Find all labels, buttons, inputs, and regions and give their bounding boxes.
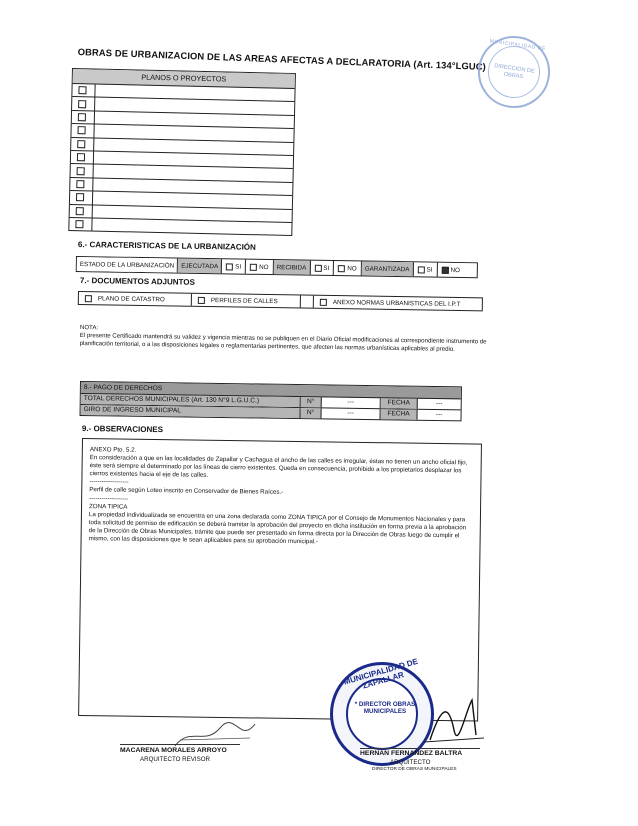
nota-text: El presente Certificado mantendrá su validez y vigencia mientras no se publiquen en el Diario Oficial modificaciones al correspondiente instrumento de planificación territorial, o a las disposiciones legales o reglamentarias pertinentes, que afecten las normas urbanísticas aplicables al predio. <box>79 332 487 354</box>
checkbox[interactable] <box>77 127 85 135</box>
checkbox[interactable] <box>75 220 83 228</box>
option-label: NO <box>450 266 460 274</box>
observacion-paragraph: La propiedad individualizada se encuentra en una zona declarada como ZONA TIPICA por el Consejo de Monumentos Nacionales y para toda solicitud de permiso de edificación se deberá tramitar la aprobación del proyecto en dicha institución en forma previa a la aprobación de la Dirección de Obras Municipales, trámite que puede ser presentado en forma directa por la Dirección de Obras luego de cumplir el mismo, con las disposiciones que le sean aplicables para su aprobación municipal.- <box>88 510 467 546</box>
documentos-row <box>78 291 483 311</box>
doc-gap <box>301 296 314 308</box>
numero-value: --- <box>322 397 381 408</box>
stamp-ring-text: MUNICIPALIDAD DE ZAPALLAR <box>342 656 419 691</box>
checkbox[interactable] <box>78 113 86 121</box>
municipal-stamp-top <box>473 31 554 112</box>
zona-tipica-title: ZONA TIPICA <box>88 502 128 511</box>
garantizada-label: GARANTIZADA <box>362 261 414 276</box>
nota-block <box>80 324 490 355</box>
planos-header: PLANOS O PROYECTOS <box>73 69 295 89</box>
checkbox[interactable] <box>77 153 85 161</box>
numero-value: --- <box>322 408 381 419</box>
option-label: NO <box>347 264 357 272</box>
checkbox[interactable] <box>76 193 84 201</box>
section-9-heading: 9.- OBSERVACIONES <box>81 424 164 435</box>
ejecutada-si[interactable] <box>222 259 246 273</box>
fecha-value: --- <box>435 410 443 419</box>
estado-row <box>76 256 478 278</box>
option-label: SI <box>426 266 433 274</box>
document-title: OBRAS DE URBANIZACION DE LAS AREAS AFECTAS A DECLARATORIA (Art. 134°LGUC) <box>77 46 487 72</box>
checkbox[interactable] <box>76 207 84 215</box>
checkbox-checked[interactable] <box>441 266 448 273</box>
fecha-label: FECHA <box>380 409 417 420</box>
checkbox[interactable] <box>78 100 86 108</box>
garantizada-si[interactable] <box>413 262 437 276</box>
option-label: NO <box>259 263 269 271</box>
doc-label: PLANO DE CATASTRO <box>97 294 165 303</box>
observaciones-box <box>78 438 482 722</box>
checkbox[interactable] <box>77 140 85 148</box>
fecha-label: FECHA <box>381 398 418 409</box>
separator: ------------------- <box>89 494 129 503</box>
signature-line-right <box>360 748 480 749</box>
checkbox[interactable] <box>76 180 84 188</box>
ejecutada-label: EJECUTADA <box>178 259 222 274</box>
doc-label: PERFILES DE CALLES <box>210 296 278 305</box>
numero-label: N° <box>301 397 322 407</box>
stamp-ring-text: MUNICIPALIDAD DE <box>489 38 547 53</box>
signer-right-title: ARQUITECTO <box>390 759 431 766</box>
doc-perfiles-calles[interactable] <box>192 294 301 308</box>
signature-line-left <box>120 744 240 745</box>
checkbox[interactable] <box>85 295 92 302</box>
checkbox[interactable] <box>198 296 205 303</box>
estado-label: ESTADO DE LA URBANIZACIÓN <box>77 257 179 273</box>
recibida-no[interactable] <box>334 261 362 275</box>
doc-anexo-normas[interactable] <box>314 296 482 311</box>
observacion-paragraph: En consideración a que en las localidades de Zapallar y Cachagua el ancho de las calles es irregular, éstas no tienen un ancho oficial fijo, éste será siempre el determinado por las líneas de cierro existentes. Queda en consecuencia, prohibido a los propietarios desplazar los cierros existentes hacia el eje de las calles. <box>89 454 468 480</box>
checkbox[interactable] <box>77 167 85 175</box>
option-label: SI <box>323 264 330 272</box>
section-7-heading: 7.- DOCUMENTOS ADJUNTOS <box>79 276 195 287</box>
checkbox[interactable] <box>320 298 327 305</box>
recibida-si[interactable] <box>310 261 334 275</box>
observacion-paragraph: Perfil de calle según Loteo inscrito en Conservador de Bienes Raíces.- <box>89 486 284 497</box>
signer-left-title: ARQUITECTO REVISOR <box>140 756 211 763</box>
signature-scribble-right <box>420 690 490 750</box>
stamp-center-text: DIRECCION DE OBRAS <box>493 63 535 80</box>
signer-right-subtitle: DIRECTOR DE OBRAS MUNICIPALES <box>372 767 457 772</box>
checkbox[interactable] <box>226 263 233 270</box>
doc-plano-catastro[interactable] <box>79 292 192 306</box>
section-6-heading: 6.- CARACTERISTICAS DE LA URBANIZACIÓN <box>77 240 256 252</box>
checkbox[interactable] <box>338 265 345 272</box>
checkbox[interactable] <box>417 266 424 273</box>
numero-label: N° <box>301 408 322 418</box>
signer-left-name: MACARENA MORALES ARROYO <box>120 747 227 754</box>
checkbox[interactable] <box>78 86 86 94</box>
pago-row-label: GIRO DE INGRESO MUNICIPAL <box>81 405 301 418</box>
recibida-label: RECIBIDA <box>273 260 310 275</box>
separator: ------------------- <box>89 478 129 487</box>
option-label: SI <box>235 263 242 271</box>
pago-row-label: TOTAL DERECHOS MUNICIPALES (Art. 130 N°9 L.G.U.C.) <box>81 394 301 407</box>
checkbox[interactable] <box>250 263 257 270</box>
pago-derechos-table <box>80 381 462 421</box>
checkbox[interactable] <box>314 264 321 271</box>
garantizada-no[interactable] <box>437 263 464 277</box>
section-8-heading: 8.- PAGO DE DERECHOS <box>81 382 461 399</box>
planos-table <box>68 68 296 236</box>
fecha-value: --- <box>435 399 443 408</box>
signer-right-name: HERNAN FERNANDEZ BALTRA <box>360 750 463 757</box>
nota-label: NOTA: <box>79 324 99 332</box>
anexo-label: ANEXO Pto. 5.2. <box>89 446 137 454</box>
doc-label: ANEXO NORMAS URBANISTICAS DEL I.P.T <box>332 298 461 308</box>
ejecutada-no[interactable] <box>246 260 274 274</box>
stamp-center-text: * DIRECTOR OBRAS MUNICIPALES <box>354 701 416 715</box>
